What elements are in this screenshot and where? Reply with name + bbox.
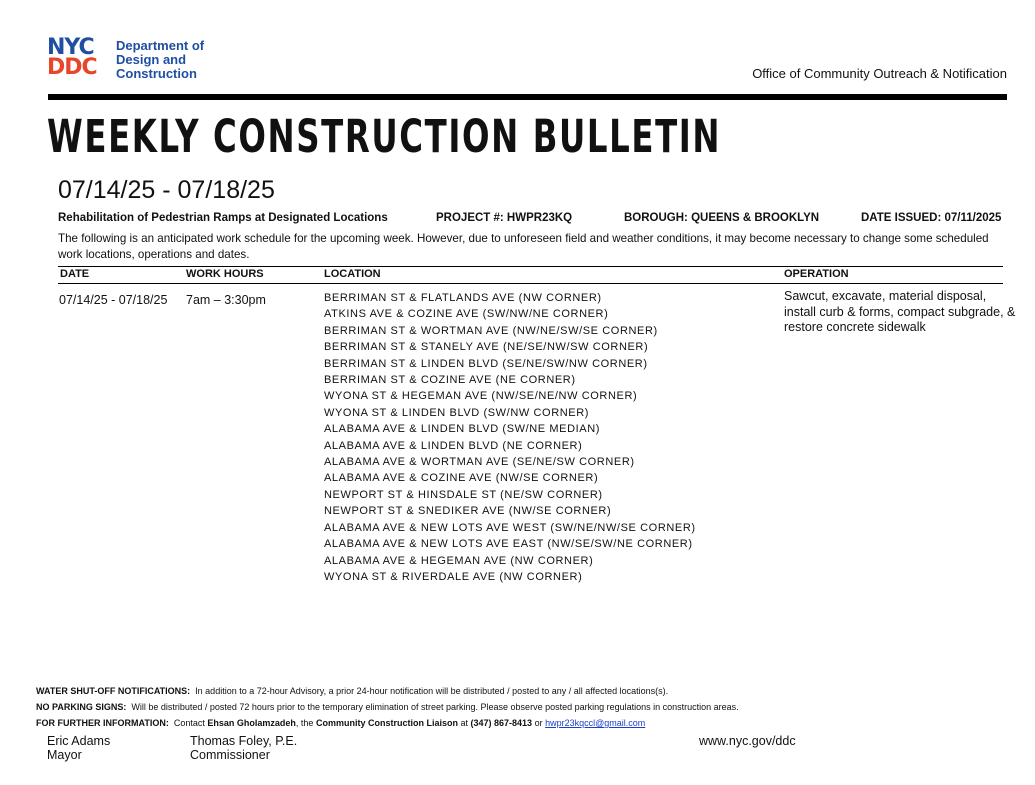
department-name xyxy=(116,39,246,81)
contact-role: Community Construction Liaison xyxy=(315,718,458,728)
row-operation: Sawcut, excavate, material disposal, install curb & forms, compact subgrade, & restore concrete sidewalk xyxy=(784,289,1016,334)
column-header-date: DATE xyxy=(60,268,90,280)
location-item: BERRIMAN ST & COZINE AVE (NE CORNER) xyxy=(324,374,576,387)
water-shutoff-note xyxy=(36,683,739,699)
location-item: BERRIMAN ST & STANELY AVE (NE/SE/NW/SW CORNER) xyxy=(324,341,649,354)
location-item: BERRIMAN ST & LINDEN BLVD (SE/NE/SW/NW CORNER) xyxy=(324,357,648,370)
signature-name: Eric Adams xyxy=(47,734,111,748)
location-item: NEWPORT ST & HINSDALE ST (NE/SW CORNER) xyxy=(324,488,603,501)
further-info-note xyxy=(36,715,739,731)
table-header-rule xyxy=(58,283,1003,284)
contact-or: or xyxy=(534,718,543,728)
location-item: WYONA ST & LINDEN BLVD (SW/NW CORNER) xyxy=(324,406,590,419)
location-item: ATKINS AVE & COZINE AVE (SW/NW/NE CORNER) xyxy=(324,308,609,321)
location-item: ALABAMA AVE & HEGEMAN AVE (NW CORNER) xyxy=(324,554,594,567)
footer-notes xyxy=(36,683,739,731)
location-item: WYONA ST & RIVERDALE AVE (NW CORNER) xyxy=(324,570,583,583)
location-item: BERRIMAN ST & FLATLANDS AVE (NW CORNER) xyxy=(324,292,602,304)
signature-mayor xyxy=(47,734,110,762)
borough: BOROUGH: QUEENS & BROOKLYN xyxy=(624,212,820,224)
table-top-rule xyxy=(58,266,1003,267)
location-item: ALABAMA AVE & LINDEN BLVD (SW/NE MEDIAN) xyxy=(324,423,601,436)
water-shutoff-text: In addition to a 72-hour Advisory, a prior 24-hour notification will be distributed / posted to any / all affected locations(s). xyxy=(195,686,669,696)
no-parking-text: Will be distributed / posted 72 hours prior to the temporary elimination of street parking. Please observe posted parking regulations in construction areas. xyxy=(131,702,739,712)
location-item: ALABAMA AVE & WORTMAN AVE (SE/NE/SW CORNER) xyxy=(324,456,635,469)
no-parking-note xyxy=(36,699,739,715)
logo-ddc-text: DDC xyxy=(47,55,97,80)
further-info-label: FOR FURTHER INFORMATION: xyxy=(36,718,169,728)
department-line: Construction xyxy=(116,66,197,81)
signature-name: Thomas Foley, P.E. xyxy=(190,734,298,748)
project-name: Rehabilitation of Pedestrian Ramps at Designated Locations xyxy=(58,212,388,224)
project-number: PROJECT #: HWPR23KQ xyxy=(436,212,573,224)
location-item: BERRIMAN ST & WORTMAN AVE (NW/NE/SW/SE CORNER) xyxy=(324,324,658,337)
no-parking-label: NO PARKING SIGNS: xyxy=(36,702,127,712)
location-item: ALABAMA AVE & NEW LOTS AVE EAST (NW/SE/SW/NE CORNER) xyxy=(324,538,693,551)
intro-paragraph: The following is an anticipated work schedule for the upcoming week. However, due to unforeseen field and weather conditions, it may become necessary to change some scheduled work locations, operations and dates. xyxy=(58,232,989,261)
contact-phone: (347) 867-8413 xyxy=(470,718,533,728)
logo-nyc-text: NYC xyxy=(47,35,94,60)
contact-name: Ehsan Gholamzadeh xyxy=(207,718,296,728)
department-line: Department of xyxy=(116,38,205,53)
contact-mid: , the xyxy=(295,718,314,728)
location-item: NEWPORT ST & SNEDIKER AVE (NW/SE CORNER) xyxy=(324,505,612,518)
column-header-location: LOCATION xyxy=(324,268,381,280)
department-line: Design and xyxy=(116,52,187,67)
contact-at: at xyxy=(460,718,468,728)
column-header-operation: OPERATION xyxy=(784,268,849,280)
nyc-ddc-logo xyxy=(47,35,109,80)
signature-title: Commissioner xyxy=(190,748,270,762)
signature-title: Mayor xyxy=(47,748,82,762)
water-shutoff-label: WATER SHUT-OFF NOTIFICATIONS: xyxy=(36,686,191,696)
row-work-hours: 7am – 3:30pm xyxy=(186,293,266,307)
website-link[interactable]: www.nyc.gov/ddc xyxy=(699,734,796,748)
location-item: ALABAMA AVE & NEW LOTS AVE WEST (SW/NE/NW/SE CORNER) xyxy=(324,521,696,534)
week-range: 07/14/25 - 07/18/25 xyxy=(58,176,275,204)
signature-commissioner xyxy=(190,734,297,762)
bulletin-title: WEEKLY CONSTRUCTION BULLETIN xyxy=(47,110,722,163)
column-header-work-hours: WORK HOURS xyxy=(186,268,264,280)
contact-email-link[interactable]: hwpr23kqccl@gmail.com xyxy=(545,718,646,728)
location-item: ALABAMA AVE & COZINE AVE (NW/SE CORNER) xyxy=(324,472,599,485)
header-divider xyxy=(48,94,1007,100)
date-issued: DATE ISSUED: 07/11/2025 xyxy=(861,212,1002,224)
location-item: ALABAMA AVE & LINDEN BLVD (NE CORNER) xyxy=(324,439,583,452)
location-list xyxy=(324,290,696,585)
contact-prefix: Contact xyxy=(173,718,205,728)
office-name: Office of Community Outreach & Notification xyxy=(752,66,1007,81)
location-item: WYONA ST & HEGEMAN AVE (NW/SE/NE/NW CORNER) xyxy=(324,390,638,403)
row-date: 07/14/25 - 07/18/25 xyxy=(59,293,168,307)
